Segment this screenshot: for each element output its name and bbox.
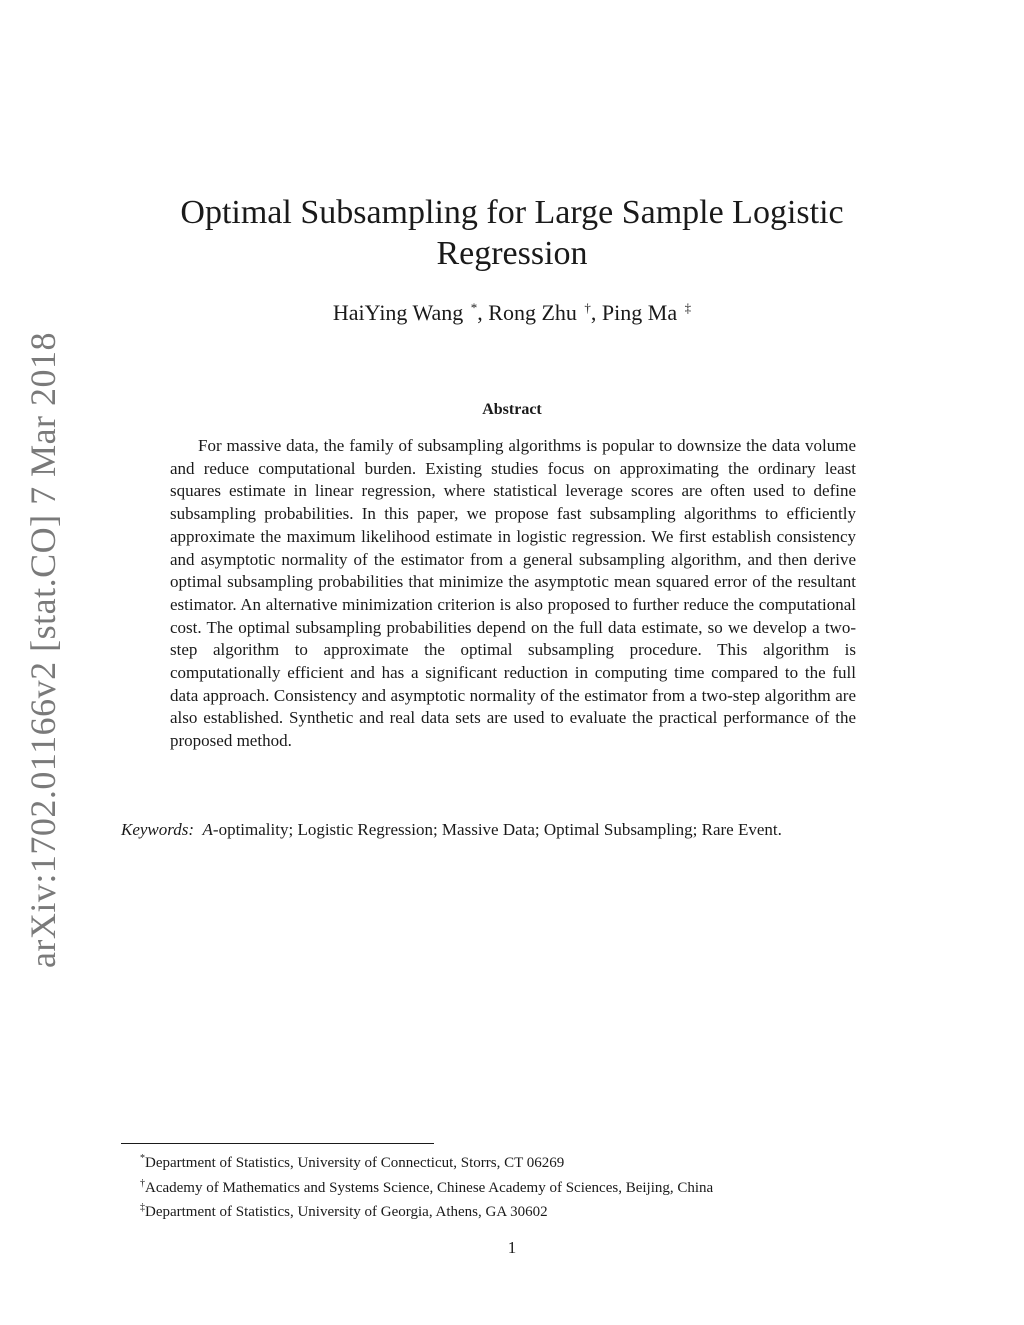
- paper-title-line-1: Optimal Subsampling for Large Sample Logistic: [180, 194, 844, 231]
- author-footnote-mark: ‡: [684, 300, 692, 315]
- author-footnote-mark: *: [470, 300, 478, 315]
- footnote-text: Department of Statistics, University of Connecticut, Storrs, CT 06269: [145, 1155, 565, 1171]
- footnote-item: [140, 1149, 900, 1174]
- footnote-mark: ‡: [140, 1202, 145, 1213]
- page-number: 1: [507, 1238, 517, 1257]
- author-name: Ping Ma: [601, 300, 678, 325]
- author-name: Rong Zhu: [488, 300, 577, 325]
- paper-title-line-2: Regression: [436, 235, 588, 272]
- footnotes: [140, 1149, 900, 1223]
- keywords-label: Keywords:: [121, 820, 195, 839]
- arxiv-identifier-stamp: arXiv:1702.01166v2 [stat.CO] 7 Mar 2018: [23, 331, 63, 969]
- keywords-text: -optimality; Logistic Regression; Massive Data; Optimal Subsampling; Rare Event.: [212, 820, 782, 839]
- author-footnote-mark: †: [584, 300, 591, 315]
- footnote-item: [140, 1174, 900, 1199]
- abstract-heading: Abstract: [482, 401, 542, 418]
- footnote-mark: †: [140, 1177, 145, 1189]
- paper-title: [140, 192, 884, 274]
- author-name: HaiYing Wang: [332, 300, 464, 325]
- footnote-mark: *: [140, 1153, 145, 1164]
- footnote-text: Academy of Mathematics and Systems Science, Chinese Academy of Sciences, Beijing, China: [145, 1179, 714, 1196]
- author-list: [140, 300, 884, 326]
- keywords-variable: A: [202, 820, 213, 839]
- footnote-divider: [121, 1143, 434, 1144]
- footnote-text: Department of Statistics, University of Georgia, Athens, GA 30602: [145, 1204, 548, 1220]
- author-separator: ,: [590, 300, 597, 325]
- abstract-paragraph: For massive data, the family of subsampling algorithms is popular to downsize the data volume and reduce computational burden. Existing studies focus on approximating the ordinary least squares estimate in linear regression, where statistical leverage scores are often used to define subsampling probabilities. In this paper, we propose fast subsampling algorithms to efficiently approximate the maximum likelihood estimate in logistic regression. We first establish consistency and asymptotic normality of the estimator from a general subsampling algorithm, and then derive optimal subsampling probabilities that minimize the asymptotic mean squared error of the resultant estimator. An alternative minimization criterion is also proposed to further reduce the computational cost. The optimal subsampling probabilities depend on the full data estimate, so we develop a two-step algorithm to approximate the optimal subsampling procedure. This algorithm is computationally efficient and has a significant reduction in computing time compared to the full data approach. Consistency and asymptotic normality of the estimator from a two-step algorithm are also established. Synthetic and real data sets are used to evaluate the practical performance of the proposed method.: [170, 436, 856, 751]
- footnote-item: [140, 1198, 900, 1223]
- keywords-line: [121, 818, 906, 842]
- author-separator: ,: [477, 300, 483, 325]
